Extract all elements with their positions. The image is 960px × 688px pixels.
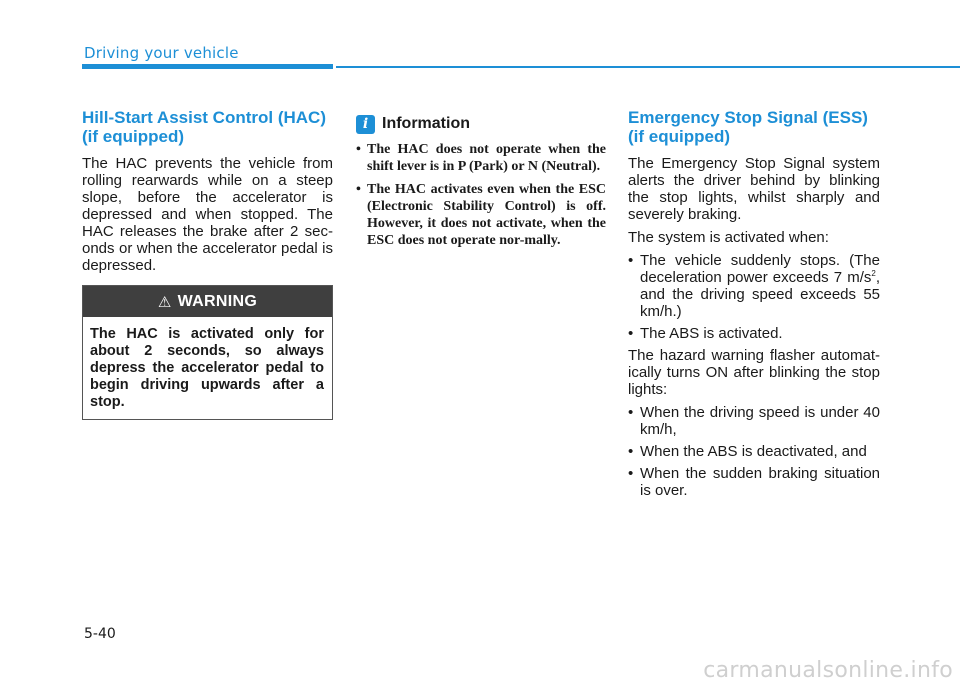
hac-title-line2: (if equipped)	[82, 127, 184, 146]
warning-header	[83, 286, 332, 317]
information-list	[356, 141, 606, 249]
hac-description: The HAC prevents the vehicle from rolling rearwards while on a steep slope, before the accelerator is depressed and when stopped. The HAC releases the brake after 2 sec-onds or when the accelerator pedal is depressed.	[82, 155, 333, 274]
list-item: • The HAC activates even when the ESC (Electronic Stability Control) is off. However, it does not activate, when the ESC does not operate nor-mally.	[356, 181, 606, 249]
warning-triangle-icon: ⚠	[157, 293, 172, 311]
information-title: Information	[382, 115, 470, 132]
information-header	[356, 113, 606, 135]
ess-hazard-text: The hazard warning flasher automat-ically turns ON after blinking the stop lights:	[628, 347, 880, 398]
ess-title-line2: (if equipped)	[628, 127, 730, 146]
ess-item1-text-end: , and the driving speed exceeds 55 km/h.)	[640, 269, 880, 320]
ess-intro: The Emergency Stop Signal system alerts the driver behind by blinking the stop lights, whilst sharply and severely braking.	[628, 155, 880, 223]
ess-activation-list	[628, 252, 880, 342]
ess-item1-text: The vehicle suddenly stops. (The deceleration power exceeds 7 m/s	[640, 252, 880, 286]
list-item: • The ABS is activated.	[628, 325, 880, 342]
ess-title	[628, 108, 880, 146]
list-item	[628, 252, 880, 320]
section-label: Driving your vehicle	[84, 44, 239, 62]
ess-column	[628, 108, 880, 504]
warning-text: The HAC is activated only for about 2 seconds, so always depress the accelerator pedal to begin driving upwards after a stop.	[90, 326, 324, 410]
list-item: • When the sudden braking situation is over.	[628, 465, 880, 499]
watermark: carmanualsonline.info	[703, 658, 953, 683]
list-item: • When the driving speed is under 40 km/h,	[628, 404, 880, 438]
ess-hazard-list	[628, 404, 880, 499]
list-item: • When the ABS is deactivated, and	[628, 443, 880, 460]
ess-item1-superscript: 2	[871, 269, 876, 278]
page-number: 5-40	[84, 626, 116, 642]
header-rule-thick	[82, 64, 333, 69]
hac-title	[82, 108, 333, 146]
information-column	[356, 113, 606, 255]
hac-column	[82, 108, 333, 274]
warning-title: WARNING	[177, 292, 258, 310]
header-rule-thin	[336, 66, 960, 68]
ess-activation-heading: The system is activated when:	[628, 229, 829, 246]
warning-box	[82, 285, 333, 420]
info-i-icon: i	[356, 115, 375, 134]
list-item: • The HAC does not operate when the shift lever is in P (Park) or N (Neutral).	[356, 141, 606, 175]
hac-title-line1: Hill-Start Assist Control (HAC)	[82, 108, 326, 127]
ess-title-line1: Emergency Stop Signal (ESS)	[628, 108, 868, 127]
